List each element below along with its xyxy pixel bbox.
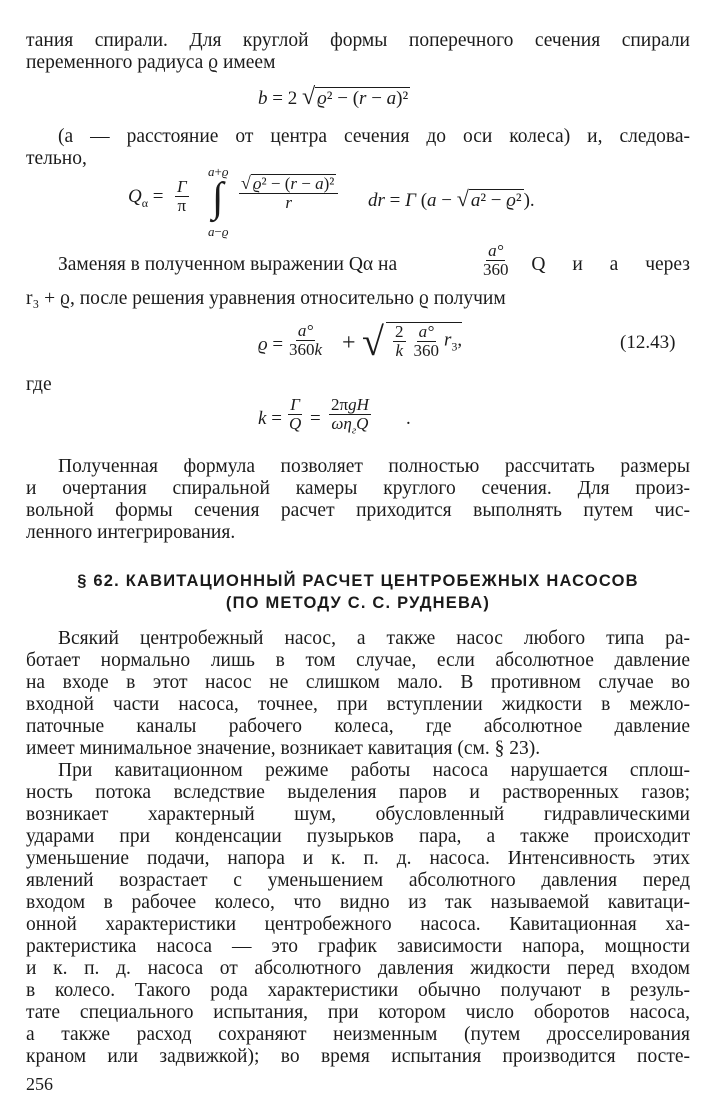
formula-q: $Q_\alpha$ = $\frac{\Gamma}{\pi}$ a+ϱ ∫ a−ϱ $\frac{\text{√ ϱ² − (r − a)²}}{r}$ dr = Γ (a − √ a² − ϱ² ). bbox=[128, 164, 535, 239]
text-line: ботает нормально лишь в том случае, если абсолютное давление bbox=[26, 650, 690, 671]
text-line: (a — расстояние от центра сечения до оси колеса) и, следова- bbox=[58, 126, 690, 147]
text-line: краном или задвижкой); во время испытания производится посте- bbox=[26, 1046, 690, 1067]
text-line: явлений возрастает с уменьшением абсолютного давления перед bbox=[26, 870, 690, 891]
text-line: Полученная формула позволяет полностью рассчитать размеры bbox=[58, 456, 690, 477]
text-line: имеет минимальное значение, возникает кавитация (см. § 23). bbox=[26, 738, 541, 759]
formula-k: k = $\frac{\Gamma}{Q}$ = 2πgH $\omega\eta_гQ$ . bbox=[258, 395, 411, 437]
text-line: r₃ + ϱ, после решения уравнения относительно ϱ получим bbox=[26, 288, 506, 309]
text-line: а также расход сохраняют неизменным (путем дросселирования bbox=[26, 1024, 690, 1045]
text-fragment: Q и a через bbox=[531, 254, 690, 275]
formula-b: b = 2 √ ϱ² − (r − a)² bbox=[258, 84, 409, 110]
equation-number: (12.43) bbox=[620, 332, 676, 353]
text-line: где bbox=[26, 374, 52, 395]
text-line: на входе в этот насос не слишком мало. В противном случае во bbox=[26, 672, 690, 693]
text-line: и к. п. д. насоса от абсолютного давления жидкости перед входом bbox=[26, 958, 690, 979]
text-line: в колесо. Такого рода характеристики обычно получают в резуль- bbox=[26, 980, 690, 1001]
section-heading: (ПО МЕТОДУ С. С. РУДНЕВА) bbox=[225, 594, 491, 612]
text-line: ленного интегрирования. bbox=[26, 522, 236, 543]
text-line: тания спирали. Для круглой формы поперечного сечения спирали bbox=[26, 30, 690, 51]
text-line: уменьшение подачи, напора и к. п. д. насоса. Интенсивность этих bbox=[26, 848, 690, 869]
text-line: входной части насоса, точнее, при вступлении жидкости в межло- bbox=[26, 694, 690, 715]
fraction-a-360: $\frac{a^\circ}{360}$ bbox=[483, 241, 509, 279]
text-line: тельно, bbox=[26, 148, 87, 169]
text-line: онной характеристики центробежного насоса. Кавитационная ха- bbox=[26, 914, 690, 935]
text-line-with-fraction bbox=[58, 241, 690, 290]
text-line: переменного радиуса ϱ имеем bbox=[26, 52, 276, 73]
text-line: При кавитационном режиме работы насоса нарушается сплош- bbox=[58, 760, 690, 781]
text-line: и очертания спиральной камеры круглого сечения. Для произ- bbox=[26, 478, 690, 499]
text-line: ность потока вследствие выделения паров и растворенных газов; bbox=[26, 782, 690, 803]
text-line: Всякий центробежный насос, а также насос любого типа ра- bbox=[58, 628, 690, 649]
formula-rho: ϱ = $\frac{a^\circ}{360k}$ + √ $\frac{2}{k}$ $\frac{a^\circ}{360}$ $r_3$, bbox=[258, 319, 463, 364]
page-number: 256 bbox=[26, 1074, 53, 1094]
section-heading: § 62. КАВИТАЦИОННЫЙ РАСЧЕТ ЦЕНТРОБЕЖНЫХ НАСОСОВ bbox=[77, 572, 639, 590]
text-fragment: Заменяя в полученном выражении Qα на bbox=[58, 254, 398, 275]
text-line: паточные каналы рабочего колеса, где абсолютное давление bbox=[26, 716, 690, 737]
text-line: возникает характерный шум, обусловленный гидравлическими bbox=[26, 804, 690, 825]
text-line: вольной формы сечения расчет приходится выполнять путем чис- bbox=[26, 500, 690, 521]
text-line: тате специального испытания, при котором число оборотов насоса, bbox=[26, 1002, 690, 1023]
text-line: входом в рабочее колесо, что видно из так называемой кавитаци- bbox=[26, 892, 690, 913]
text-line: ударами при конденсации пузырьков пара, а также происходит bbox=[26, 826, 690, 847]
text-line: рактеристика насоса — это график зависимости напора, мощности bbox=[26, 936, 690, 957]
